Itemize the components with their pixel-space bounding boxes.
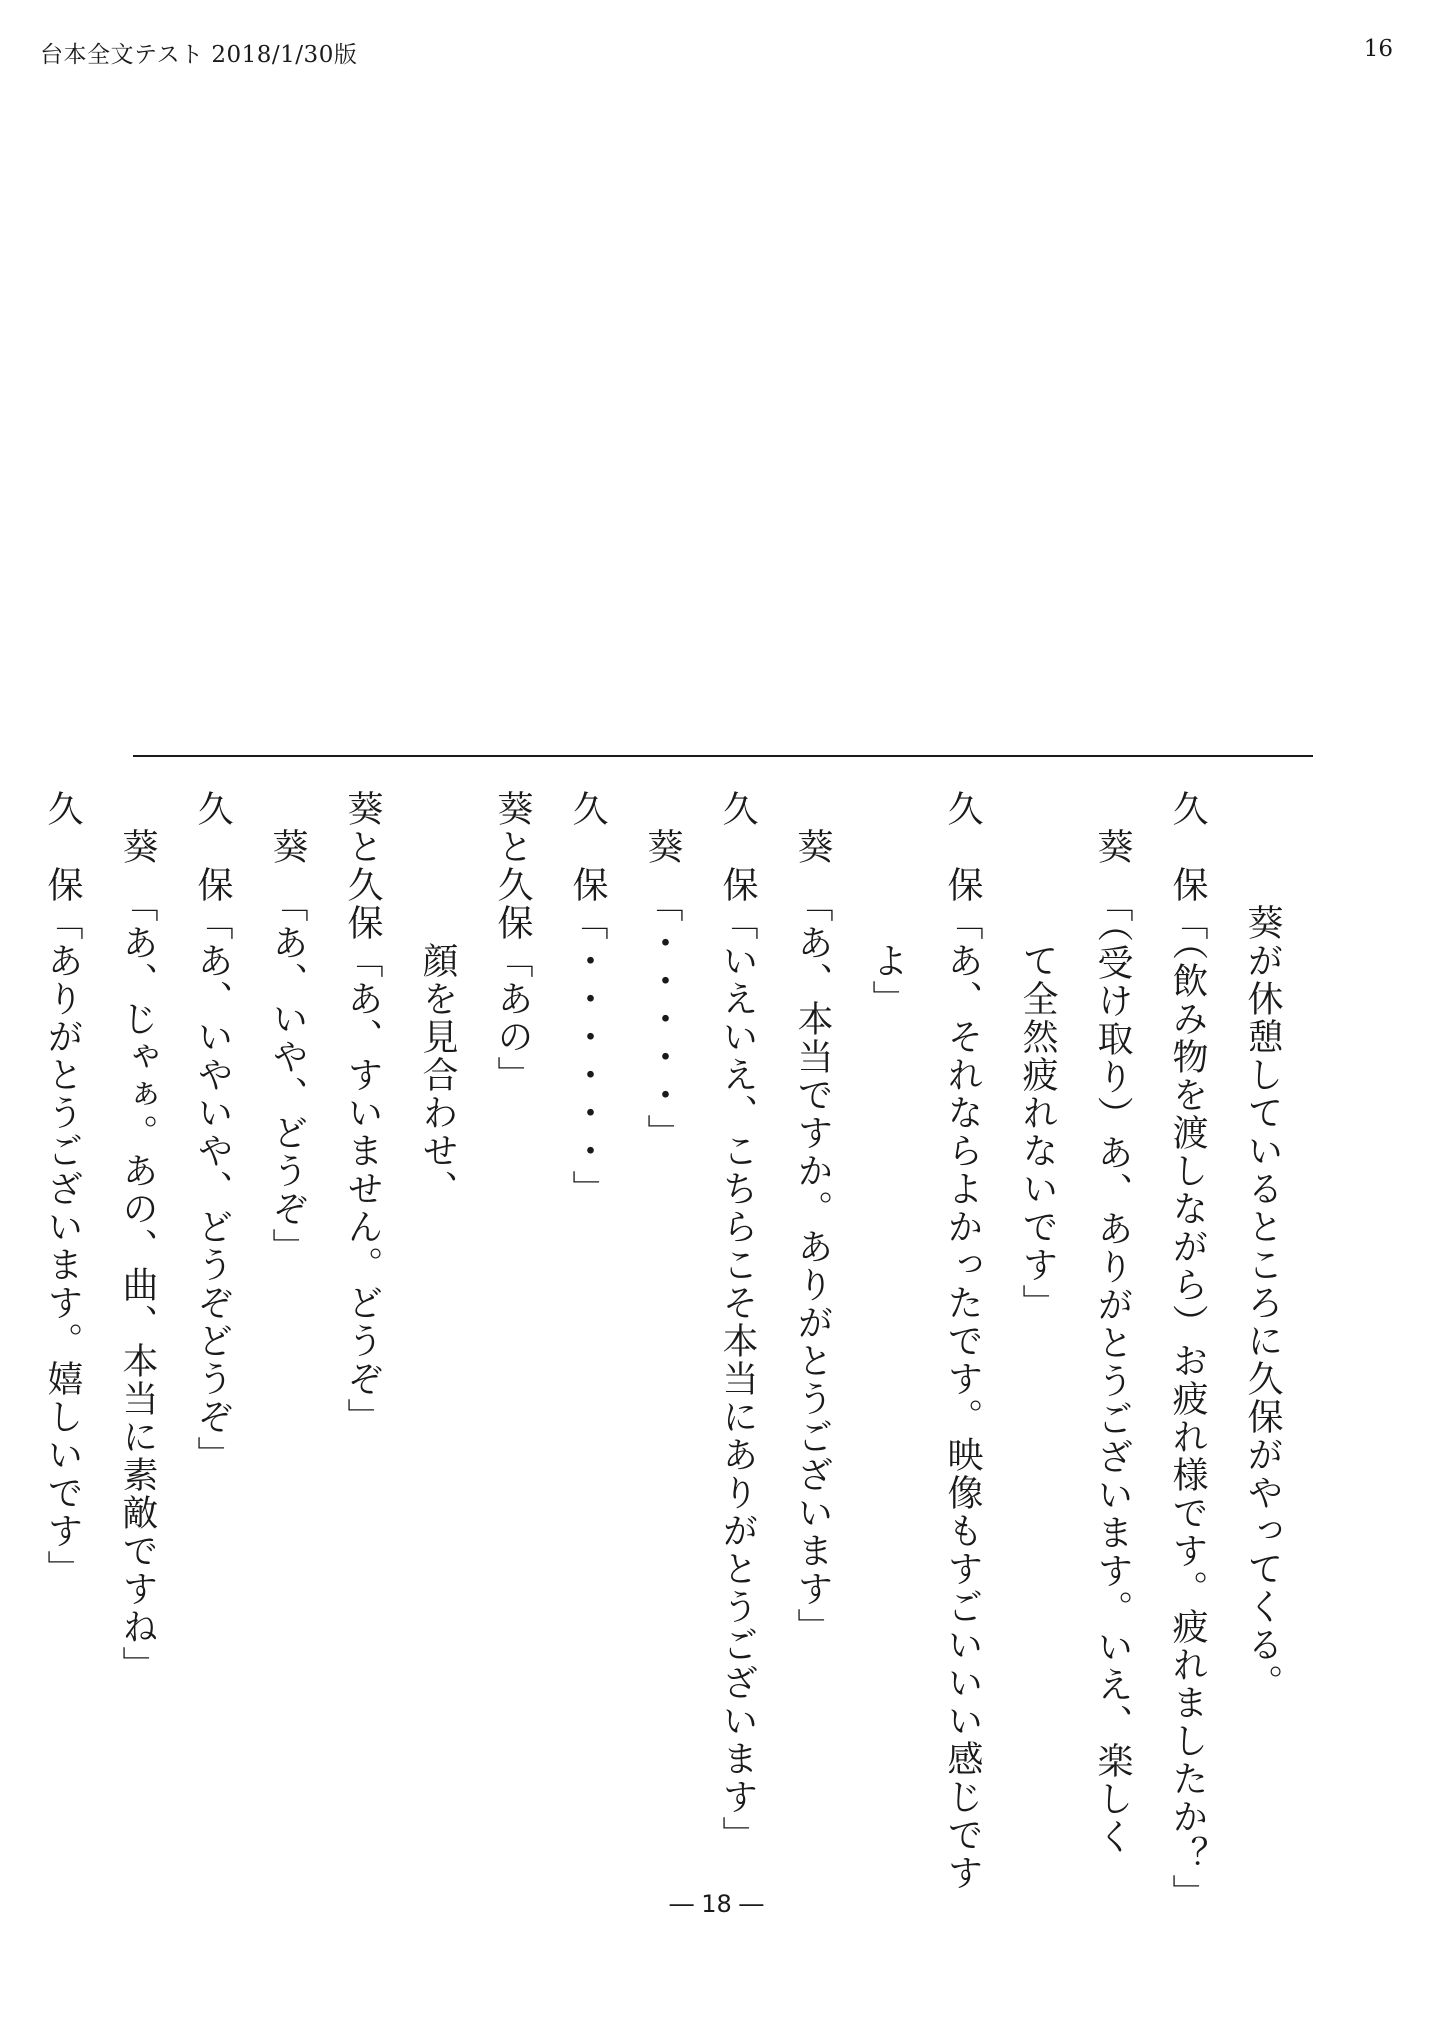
- script-line: 久 保「・・・・・・」: [567, 790, 608, 1208]
- script-line: 葵と久保「あ、すいません。どうぞ」: [342, 790, 383, 1436]
- script-line: 葵が休憩しているところに久保がやってくる。: [1242, 790, 1283, 1702]
- header-page-number: 16: [1363, 36, 1393, 62]
- script-line: 葵 「（受け取り）あ、ありがとうございます。いえ、楽しく: [1092, 790, 1133, 1856]
- script-line: よ」: [867, 790, 908, 1018]
- script-line: 久 保「あ、それならよかったです。映像もすごいいい感じです: [942, 790, 983, 1892]
- footer-page-number: ― 18 ―: [669, 1890, 764, 1918]
- section-divider: [133, 755, 1313, 757]
- script-line: 葵 「あ、いや、どうぞ」: [267, 790, 308, 1266]
- script-line: 顔を見合わせ、: [417, 790, 458, 1208]
- script-line: 久 保「ありがとうございます。嬉しいです」: [42, 790, 83, 1588]
- script-line: 葵 「あ、じゃぁ。あの、曲、本当に素敵ですね」: [117, 790, 158, 1684]
- script-line: 久 保「（飲み物を渡しながら）お疲れ様です。疲れましたか？」: [1167, 790, 1208, 1912]
- header-title: 台本全文テスト 2018/1/30版: [40, 42, 358, 68]
- script-line: て全然疲れないです」: [1017, 790, 1058, 1322]
- script-line: 久 保「あ、いやいや、どうぞどうぞ」: [192, 790, 233, 1474]
- script-line: 葵と久保「あの」: [492, 790, 533, 1094]
- script-line: 葵 「・・・・・」: [642, 790, 683, 1152]
- script-line: 久 保「いえいえ、こちらこそ本当にありがとうございます」: [717, 790, 758, 1854]
- script-line: 葵 「あ、本当ですか。ありがとうございます」: [792, 790, 833, 1646]
